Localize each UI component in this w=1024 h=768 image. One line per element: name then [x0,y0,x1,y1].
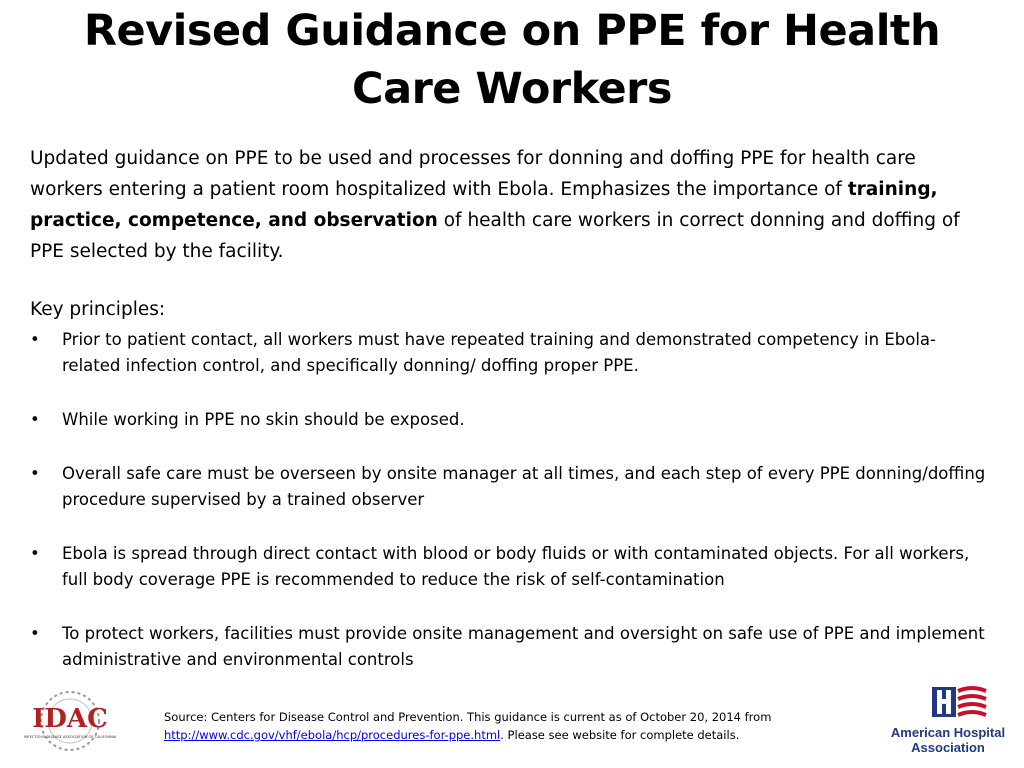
list-item [30,541,990,593]
idac-logo-text: IDAC [32,704,108,734]
list-item-text: Ebola is spread through direct contact with blood or body fluids or with contaminated objects. For all workers, full body coverage PPE is recommended to reduce the risk of self-contamination [62,544,970,589]
bullet-icon: • [30,624,40,643]
list-item [30,407,990,433]
aha-logo [880,683,1016,767]
aha-line-1: American Hospital [890,725,1006,740]
key-principles-list [30,327,990,701]
slide-title: Revised Guidance on PPE for Health Care Workers [83,6,941,114]
key-principles-heading: Key principles: [30,299,166,320]
list-item [30,621,990,673]
idac-logo-icon [16,690,124,752]
list-item-text: To protect workers, facilities must provide onsite management and oversight on safe use of PPE and implement administrative and environmental controls [62,624,985,669]
bullet-icon: • [30,464,40,483]
list-item [30,327,990,379]
source-suffix: . Please see website for complete details. [500,728,740,742]
source-citation [164,708,864,744]
bullet-icon: • [30,410,40,429]
list-item-text: Prior to patient contact, all workers must have repeated training and demonstrated competency in Ebola-related infection control, and specifically donning/ doffing proper PPE. [62,330,936,375]
intro-paragraph [30,143,990,267]
idac-logo [16,690,124,752]
source-link[interactable]: http://www.cdc.gov/vhf/ebola/hcp/procedures-for-ppe.html [164,728,501,742]
list-item-text: Overall safe care must be overseen by onsite manager at all times, and each step of every PPE donning/doffing procedure supervised by a trained observer [62,464,986,509]
bullet-icon: • [30,544,40,563]
intro-text-start: Updated guidance on PPE to be used and processes for donning and doffing PPE for health care workers entering a patient room hospitalized with Ebola. Emphasizes the importance of [30,148,916,200]
intro-text-end: of health care workers in correct donning and doffing of PPE selected by the facility. [30,210,960,262]
aha-flag-h-icon [930,683,990,723]
slide-footer [0,680,1024,768]
bullet-icon: • [30,330,40,349]
aha-line-2: Association [911,740,985,755]
source-text: Source: Centers for Disease Control and Prevention. This guidance is current as of October 20, 2014 from [164,710,772,724]
list-item [30,461,990,513]
list-item-text: While working in PPE no skin should be exposed. [62,410,465,429]
aha-logo-text [880,725,1016,755]
intro-emphasis: training, practice, competence, and observation [30,179,938,231]
idac-logo-subtext: INFECTIOUS DISEASE ASSOCIATION OF CALIFORNIA [23,735,117,739]
